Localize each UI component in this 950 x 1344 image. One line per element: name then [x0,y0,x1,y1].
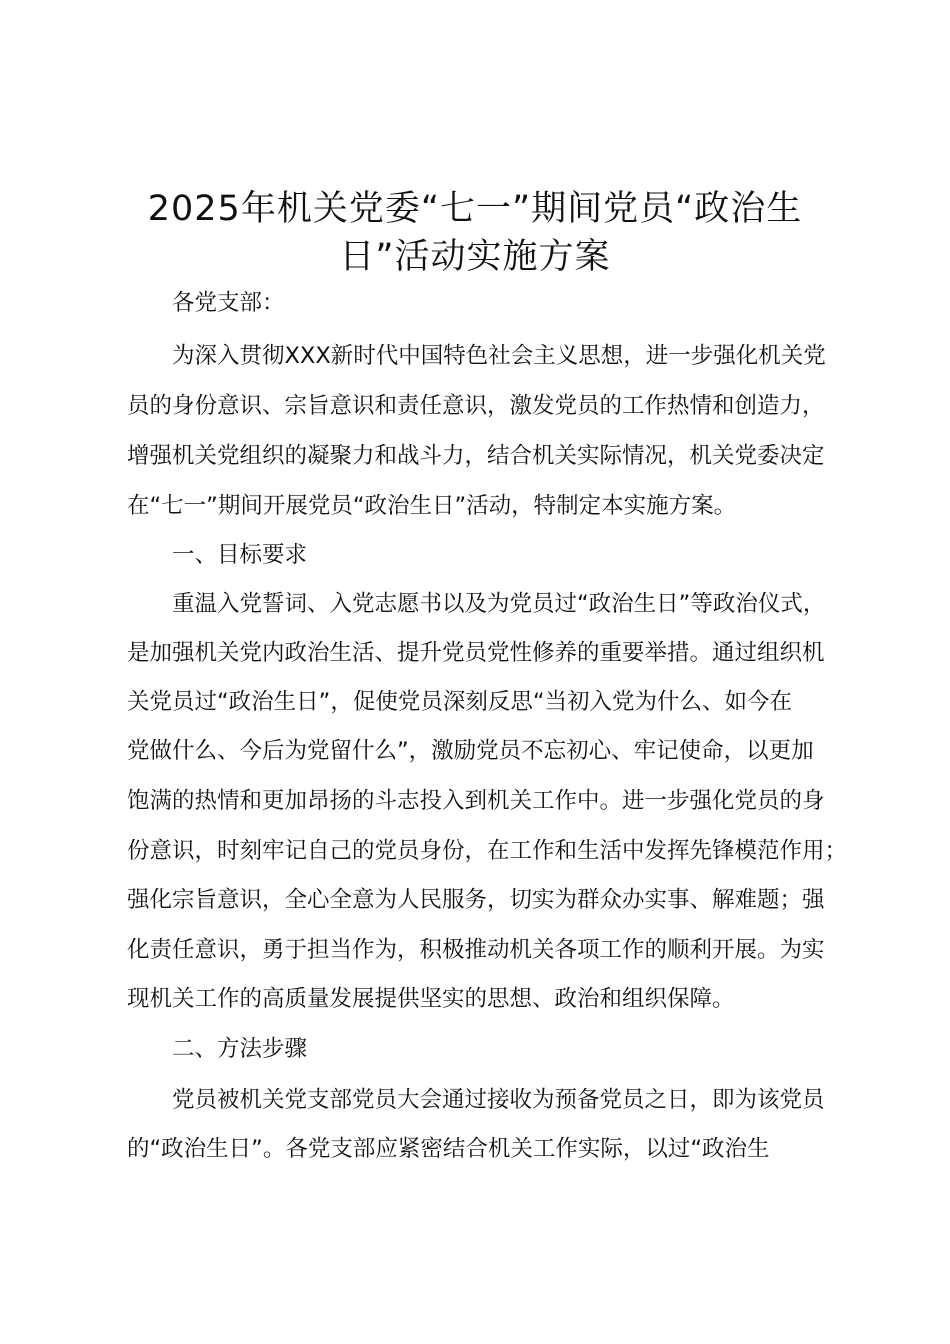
paragraph-2-line: 是加强机关党内政治生活、提升党员党性修养的重要举措。通过组织机 [127,640,825,666]
paragraph-2-line: 关党员过“政治生日”，促使党员深刻反思“当初入党为什么、如今在 [127,689,792,715]
document-title-line-1: 2025年机关党委“七一”期间党员“政治生 [147,189,803,229]
paragraph-1-line: 在“七一”期间开展党员“政治生日”活动，特制定本实施方案。 [127,493,737,519]
paragraph-2-line: 现机关工作的高质量发展提供坚实的思想、政治和组织保障。 [127,986,735,1012]
document-title-line-2: 日”活动实施方案 [339,237,611,277]
paragraph-1-line: 增强机关党组织的凝聚力和战斗力，结合机关实际情况，机关党委决定 [127,443,825,469]
paragraph-2-line: 化责任意识，勇于担当作为，积极推动机关各项工作的顺利开展。为实 [127,937,825,963]
paragraph-2-line: 份意识，时刻牢记自己的党员身份，在工作和生活中发挥先锋模范作用； [127,838,848,864]
paragraph-2-line: 重温入党誓词、入党志愿书以及为党员过“政治生日”等政治仪式， [172,591,826,617]
paragraph-2-line: 党做什么、今后为党留什么”，激励党员不忘初心、牢记使命，以更加 [127,738,814,764]
paragraph-3-line: 的“政治生日”。各党支部应紧密结合机关工作实际，以过“政治生 [127,1136,770,1162]
paragraph-1-line: 员的身份意识、宗旨意识和责任意识，激发党员的工作热情和创造力， [127,393,825,419]
section-heading-goals: 一、目标要求 [172,542,308,568]
section-heading-methods: 二、方法步骤 [172,1036,308,1062]
paragraph-1-line: 为深入贯彻XXX新时代中国特色社会主义思想，进一步强化机关党 [172,343,826,369]
paragraph-2-line: 饱满的热情和更加昂扬的斗志投入到机关工作中。进一步强化党员的身 [127,788,825,814]
paragraph-3-line: 党员被机关党支部党员大会通过接收为预备党员之日，即为该党员 [172,1087,825,1113]
salutation: 各党支部： [172,290,285,316]
paragraph-2-line: 强化宗旨意识，全心全意为人民服务，切实为群众办实事、解难题；强 [127,887,825,913]
